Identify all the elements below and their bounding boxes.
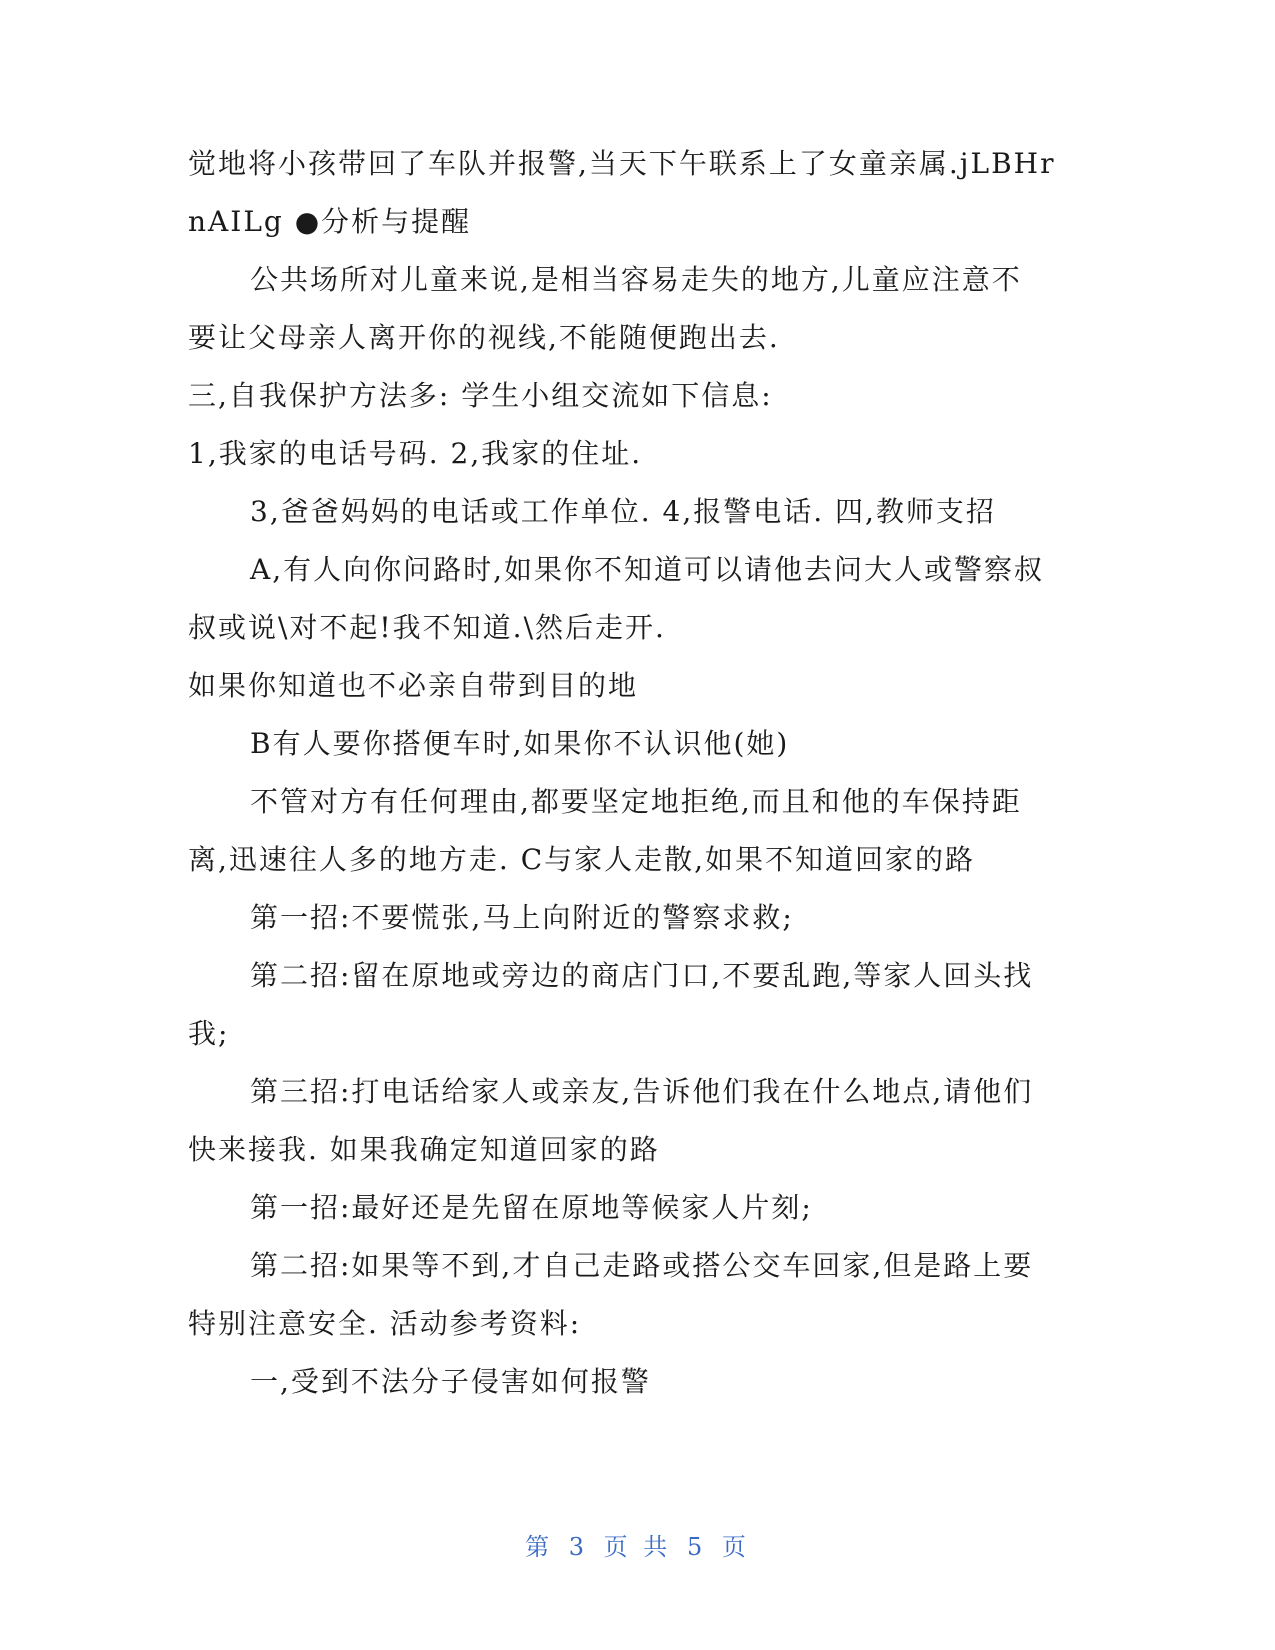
text-line: 1,我家的电话号码. 2,我家的住址. [188,437,643,470]
text-line: 离,迅速往人多的地方走. C与家人走散,如果不知道回家的路 [188,843,976,876]
page-number-footer [0,1530,1275,1564]
text-line: 第三招:打电话给家人或亲友,告诉他们我在什么地点,请他们 [250,1075,1034,1108]
text-line: 不管对方有任何理由,都要坚定地拒绝,而且和他的车保持距 [250,785,1022,818]
text-line: 特别注意安全. 活动参考资料: [188,1307,582,1340]
text-line: 第二招:留在原地或旁边的商店门口,不要乱跑,等家人回头找 [250,959,1034,992]
text-line: 三,自我保护方法多: 学生小组交流如下信息: [188,379,773,412]
text-line: 快来接我. 如果我确定知道回家的路 [188,1133,660,1166]
text-line: 如果你知道也不必亲自带到目的地 [188,669,639,702]
text-line: 觉地将小孩带回了车队并报警,当天下午联系上了女童亲属.jLBHr [188,147,1056,180]
current-page-number: 3 [568,1533,589,1561]
text-line: 第二招:如果等不到,才自己走路或搭公交车回家,但是路上要 [250,1249,1034,1282]
text-line: 3,爸爸妈妈的电话或工作单位. 4,报警电话. 四,教师支招 [250,495,996,528]
text-line: 叔或说\对不起!我不知道.\然后走开. [188,611,666,644]
text-line: nAILg ●分析与提醒 [188,205,472,238]
text-line: 一,受到不法分子侵害如何报警 [250,1365,651,1398]
page-label-prefix: 第 [525,1533,554,1561]
text-line: 公共场所对儿童来说,是相当容易走失的地方,儿童应注意不 [250,263,1022,296]
page-label-suffix: 页 [721,1533,750,1561]
page-label-mid: 页 共 [603,1533,672,1561]
text-line: 我; [188,1017,230,1050]
text-line: A,有人向你问路时,如果你不知道可以请他去问大人或警察叔 [250,553,1045,586]
text-line: B有人要你搭便车时,如果你不认识他(她) [250,727,790,760]
total-pages-number: 5 [686,1533,707,1561]
text-line: 要让父母亲人离开你的视线,不能随便跑出去. [188,321,780,354]
text-line: 第一招:不要慌张,马上向附近的警察求救; [250,901,794,934]
text-line: 第一招:最好还是先留在原地等候家人片刻; [250,1191,813,1224]
